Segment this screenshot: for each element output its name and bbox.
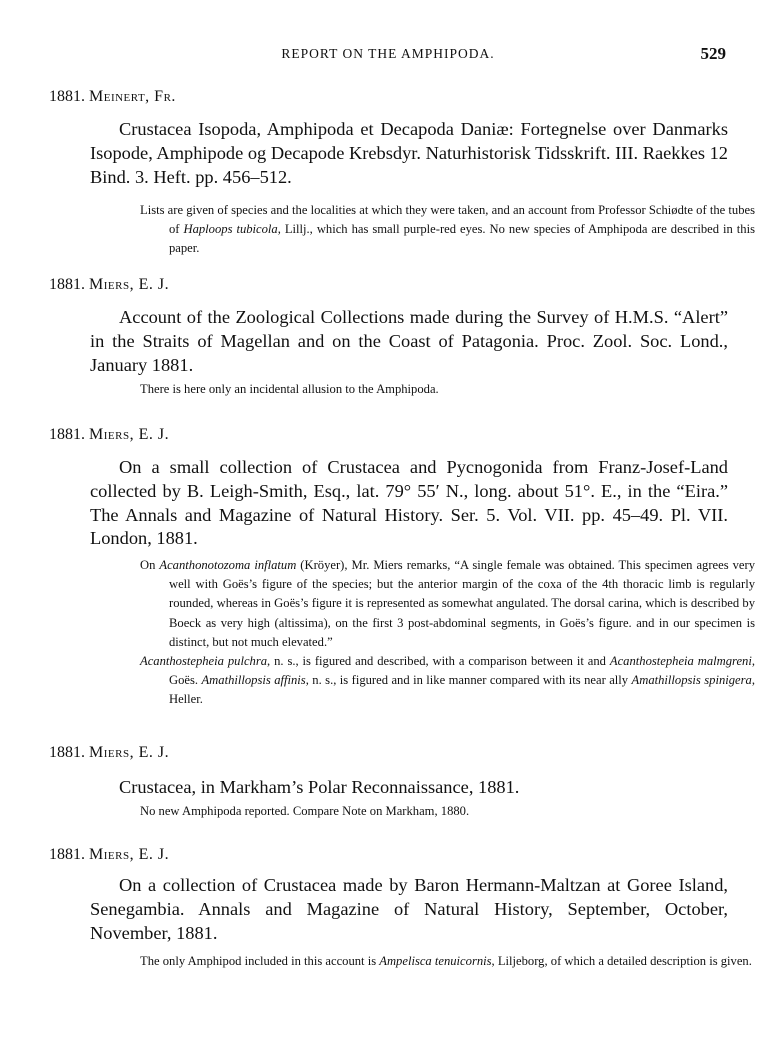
- entry-year: 1881.: [49, 846, 85, 863]
- note-paragraph: On Acanthonotozoma inflatum (Kröyer), Mr. Miers remarks, “A single female was obtained. This specimen agrees very well with Goës’s figure of the species; but the anterior margin of the coxa of the 4th thoracic limb is regularly rounded, whereas in Goës’s figure it is represented as somewhat angulated. The dorsal carina, which is described by Boeck as very high (altissima), on the first 3 post-abdominal segments, in Goës’s figure. and in our specimen is distinct, but not much elevated.”: [140, 558, 755, 649]
- entry-year: 1881.: [49, 744, 85, 761]
- entry-citation: Account of the Zoological Collections made during the Survey of H.M.S. “Alert” in the Straits of Magellan and on the Coast of Patagonia. Proc. Zool. Soc. Lond., January 1881.: [90, 307, 728, 375]
- entry-year: 1881.: [49, 88, 85, 105]
- entry-heading: [49, 744, 169, 762]
- species-name: Acanthostepheia malmgreni: [609, 654, 752, 669]
- species-name: Ampelisca tenuicornis: [379, 954, 492, 968]
- entry-heading: [49, 276, 169, 294]
- entry-heading: [49, 846, 169, 864]
- entry-author: Miers, E. J.: [89, 744, 170, 761]
- entry-author: Miers, E. J.: [89, 846, 170, 863]
- species-name: Acanthostepheia pulchra: [140, 654, 268, 669]
- entry-note: [140, 556, 755, 710]
- species-name: Haploops tubicola: [183, 222, 278, 237]
- entry-note: There is here only an incidental allusion to the Amphipoda.: [140, 382, 439, 396]
- entry-note: The only Amphipod included in this account is Ampelisca tenuicornis, Liljeborg, of which a detailed description is given.: [140, 954, 752, 968]
- species-name: Amathillopsis affinis: [201, 673, 306, 688]
- entry-heading: [49, 88, 176, 106]
- entry-citation: Crustacea Isopoda, Amphipoda et Decapoda Daniæ: Fortegnelse over Danmarks Isopode, Amphipode og Decapode Krebsdyr. Naturhistorisk Tidsskrift. III. Raekkes 12 Bind. 3. Heft. pp. 456–512.: [90, 119, 728, 187]
- entry-year: 1881.: [49, 276, 85, 293]
- page-header: [0, 44, 776, 68]
- entry-note: Lists are given of species and the localities at which they were taken, and an account from Professor Schiødte of the tubes of Haploops tubicola, Lillj., which has small purple-red eyes. No new species of Amphipoda are described in this paper.: [140, 203, 755, 256]
- entry-author: Miers, E. J.: [89, 426, 170, 443]
- entry-citation: Crustacea, in Markham’s Polar Reconnaissance, 1881.: [119, 777, 520, 797]
- entry-heading: [49, 426, 169, 444]
- entry-citation: On a collection of Crustacea made by Baron Hermann-Maltzan at Goree Island, Senegambia. Annals and Magazine of Natural History, September, October, November, 1881.: [90, 875, 728, 943]
- page-number: 529: [700, 44, 726, 63]
- entry-author: Meinert, Fr.: [89, 88, 176, 105]
- entry-note: No new Amphipoda reported. Compare Note on Markham, 1880.: [140, 804, 470, 818]
- note-paragraph: Acanthostepheia pulchra, n. s., is figured and described, with a comparison between it and Acanthostepheia malmgreni, Goës. Amathillopsis affinis, n. s., is figured and in like manner compared with its near ally Amathillopsis spinigera, Heller.: [140, 654, 755, 707]
- species-name: Acanthonotozoma inflatum: [159, 558, 297, 572]
- entry-author: Miers, E. J.: [89, 276, 170, 293]
- running-title: REPORT ON THE AMPHIPODA.: [281, 46, 495, 61]
- entry-citation: On a small collection of Crustacea and Pycnogonida from Franz-Josef-Land collected by B. Leigh-Smith, Esq., lat. 79° 55′ N., long. about 51°. E., in the “Eira.” The Annals and Magazine of Natural History. Ser. 5. Vol. VII. pp. 45–49. Pl. VII. London, 1881.: [90, 457, 728, 549]
- entry-year: 1881.: [49, 426, 85, 443]
- species-name: Amathillopsis spinigera: [631, 673, 752, 688]
